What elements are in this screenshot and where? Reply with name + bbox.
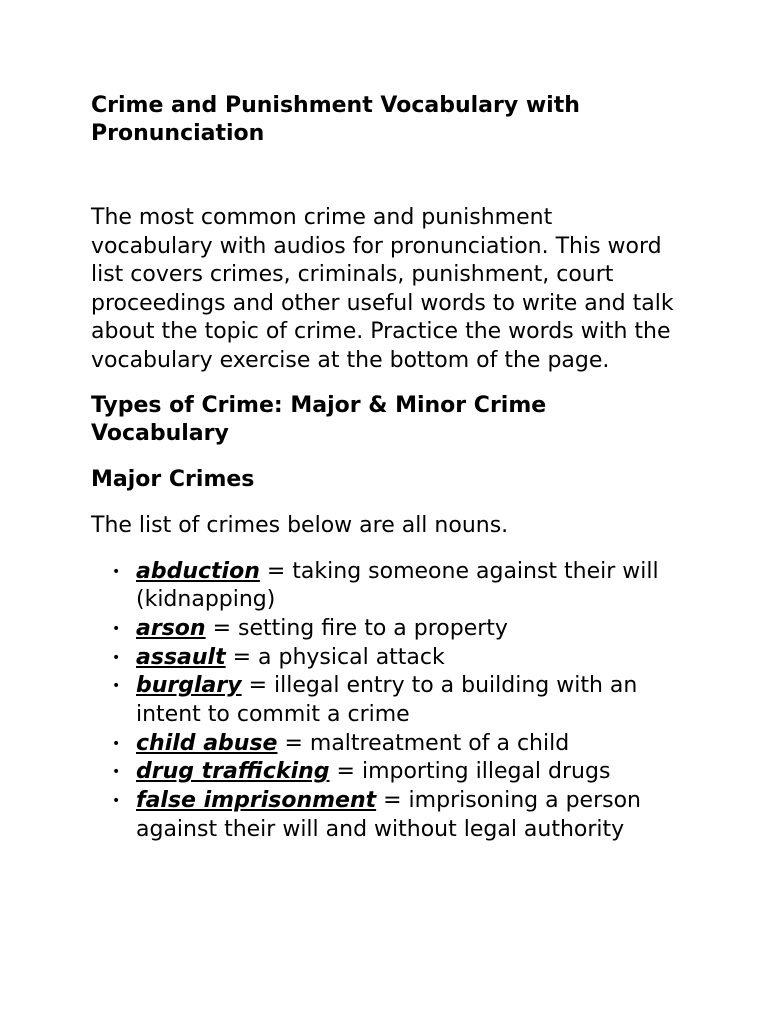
vocabulary-definition: = maltreatment of a child: [277, 730, 570, 756]
list-intro-text: The list of crimes below are all nouns.: [91, 512, 509, 538]
bullet-icon: •: [112, 764, 121, 781]
bullet-icon: •: [112, 678, 121, 695]
vocabulary-definition: = illegal entry to a building with an intent to commit a crime: [136, 673, 638, 728]
vocabulary-term[interactable]: abduction: [136, 558, 260, 584]
list-item: [91, 787, 671, 844]
list-item: [91, 730, 671, 759]
document-title: Crime and Punishment Vocabulary with Pronunciation: [91, 93, 580, 146]
list-item: [91, 644, 671, 673]
bullet-icon: •: [112, 735, 121, 752]
vocabulary-definition: = taking someone against their will (kidnapping): [136, 558, 659, 613]
vocabulary-term[interactable]: child abuse: [136, 730, 278, 756]
vocabulary-definition: = setting fire to a property: [205, 615, 508, 641]
document-content: [91, 92, 681, 845]
vocabulary-term[interactable]: arson: [136, 615, 206, 641]
subsection-heading-major-crimes: Major Crimes: [91, 466, 255, 492]
vocabulary-term[interactable]: false imprisonment: [136, 788, 377, 814]
bullet-icon: •: [112, 793, 121, 810]
vocabulary-term[interactable]: burglary: [136, 673, 242, 699]
vocabulary-definition: = a physical attack: [225, 644, 445, 670]
vocabulary-term[interactable]: drug trafficking: [136, 759, 330, 785]
vocabulary-definition: = importing illegal drugs: [329, 759, 611, 785]
crime-vocabulary-list: [91, 558, 671, 845]
list-item: [91, 615, 671, 644]
intro-paragraph: The most common crime and punishment vocabulary with audios for pronunciation. This word list covers crimes, criminals, punishment, court proceedings and other useful words to write and talk about the topic of crime. Practice the words with the vocabulary exercise at the bottom of the page.: [91, 205, 674, 373]
list-item: [91, 672, 671, 729]
bullet-icon: •: [112, 620, 121, 637]
vocabulary-definition: = imprisoning a person against their will and without legal authority: [136, 788, 641, 842]
section-heading-types-of-crime: Types of Crime: Major & Minor Crime Vocabulary: [91, 392, 547, 447]
list-item: [91, 558, 671, 615]
vocabulary-term[interactable]: assault: [136, 644, 226, 670]
bullet-icon: •: [112, 649, 121, 666]
bullet-icon: •: [112, 563, 121, 580]
list-item: [91, 758, 671, 787]
